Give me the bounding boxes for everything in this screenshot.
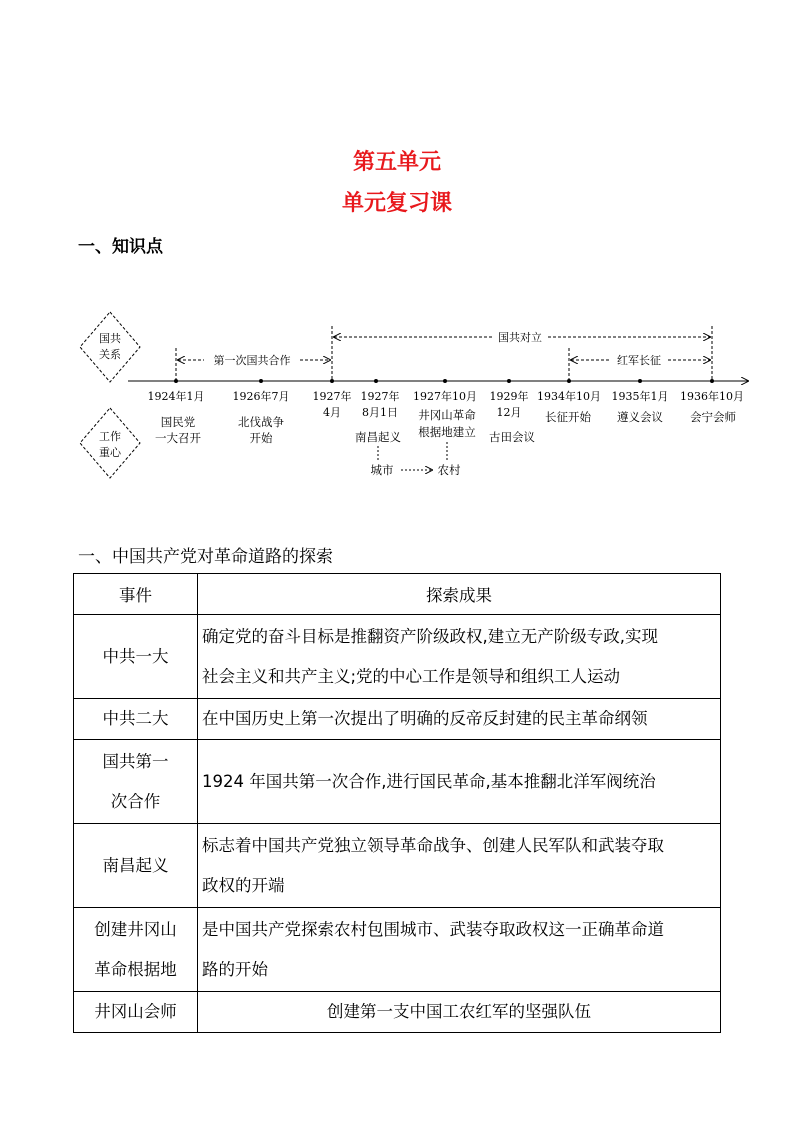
svg-text:1927年: 1927年 bbox=[312, 390, 352, 403]
svg-text:国共对立: 国共对立 bbox=[498, 331, 542, 344]
svg-text:农村: 农村 bbox=[437, 463, 461, 477]
svg-text:4月: 4月 bbox=[323, 406, 341, 419]
exploration-table bbox=[73, 573, 721, 1033]
event-cell: 中共二大 bbox=[102, 709, 169, 728]
timeline-diagram bbox=[0, 300, 794, 490]
table-row bbox=[74, 740, 721, 824]
table-row bbox=[74, 908, 721, 992]
svg-text:1929年: 1929年 bbox=[489, 390, 529, 403]
lesson-title: 单元复习课 bbox=[341, 191, 452, 216]
svg-text:北伐战争: 北伐战争 bbox=[238, 415, 284, 429]
svg-text:长征开始: 长征开始 bbox=[545, 410, 591, 424]
svg-text:12月: 12月 bbox=[496, 406, 522, 419]
focus-diamond bbox=[80, 408, 140, 478]
result-line: 是中国共产党探索农村包围城市、武装夺取政权这一正确革命道 bbox=[202, 919, 664, 939]
svg-text:1926年7月: 1926年7月 bbox=[232, 390, 290, 403]
svg-text:南昌起义: 南昌起义 bbox=[355, 430, 401, 444]
event-cell: 创建井冈山 bbox=[94, 919, 177, 939]
event-cell: 中共一大 bbox=[102, 646, 169, 666]
header-result: 探索成果 bbox=[198, 574, 721, 615]
svg-text:1934年10月: 1934年10月 bbox=[537, 390, 601, 403]
svg-text:国民党: 国民党 bbox=[160, 415, 196, 429]
period-confrontation bbox=[334, 330, 710, 344]
svg-text:红军长征: 红军长征 bbox=[617, 354, 661, 367]
relations-label-2: 关系 bbox=[99, 348, 121, 361]
focus-label-1: 工作 bbox=[99, 430, 121, 443]
period-first-cooperation bbox=[178, 353, 330, 367]
relations-label-1: 国共 bbox=[99, 332, 121, 345]
result-line: 社会主义和共产主义;党的中心工作是领导和组织工人运动 bbox=[202, 666, 621, 686]
result-line: 确定党的奋斗目标是推翻资产阶级政权,建立无产阶级专政,实现 bbox=[202, 626, 658, 646]
period-long-march bbox=[571, 354, 710, 367]
section-heading: 一、知识点 bbox=[78, 237, 163, 257]
svg-text:1927年: 1927年 bbox=[360, 390, 400, 403]
svg-text:第一次国共合作: 第一次国共合作 bbox=[213, 354, 291, 367]
result-line: 政权的开端 bbox=[202, 875, 285, 895]
header-event: 事件 bbox=[74, 574, 198, 615]
result-line: 创建第一支中国工农红军的坚强队伍 bbox=[327, 1002, 591, 1021]
unit-title: 第五单元 bbox=[352, 150, 441, 175]
table-heading: 一、中国共产党对革命道路的探索 bbox=[78, 547, 333, 567]
result-line: 在中国历史上第一次提出了明确的反帝反封建的民主革命纲领 bbox=[202, 709, 648, 728]
table-row bbox=[74, 615, 721, 699]
svg-text:井冈山革命: 井冈山革命 bbox=[418, 408, 476, 422]
svg-text:1927年10月: 1927年10月 bbox=[413, 390, 477, 403]
svg-text:1924年1月: 1924年1月 bbox=[147, 390, 205, 403]
table-row bbox=[74, 824, 721, 908]
event-cell: 井冈山会师 bbox=[94, 1002, 177, 1021]
table-row bbox=[74, 699, 721, 740]
event-cell: 次合作 bbox=[110, 791, 161, 811]
svg-text:古田会议: 古田会议 bbox=[489, 430, 535, 444]
table-row bbox=[74, 992, 721, 1033]
result-line: 路的开始 bbox=[202, 959, 268, 979]
relations-diamond bbox=[80, 312, 140, 382]
svg-text:城市: 城市 bbox=[370, 463, 394, 477]
result-line: 1924 年国共第一次合作,进行国民革命,基本推翻北洋军阀统治 bbox=[202, 771, 656, 791]
svg-text:一大召开: 一大召开 bbox=[155, 431, 201, 445]
timeline-events bbox=[155, 408, 736, 445]
svg-text:根据地建立: 根据地建立 bbox=[418, 425, 476, 439]
svg-text:遵义会议: 遵义会议 bbox=[617, 410, 663, 424]
svg-text:会宁会师: 会宁会师 bbox=[690, 410, 736, 424]
svg-text:开始: 开始 bbox=[249, 431, 273, 445]
result-line: 标志着中国共产党独立领导革命战争、创建人民军队和武装夺取 bbox=[202, 835, 664, 855]
event-cell: 国共第一 bbox=[102, 751, 169, 771]
city-to-countryside bbox=[371, 442, 461, 477]
focus-label-2: 重心 bbox=[99, 446, 121, 459]
svg-text:8月1日: 8月1日 bbox=[362, 406, 398, 419]
svg-text:1935年1月: 1935年1月 bbox=[611, 390, 669, 403]
svg-text:1936年10月: 1936年10月 bbox=[680, 390, 744, 403]
table-header-row bbox=[74, 574, 721, 615]
event-cell: 革命根据地 bbox=[94, 959, 177, 979]
event-cell: 南昌起义 bbox=[102, 855, 169, 875]
